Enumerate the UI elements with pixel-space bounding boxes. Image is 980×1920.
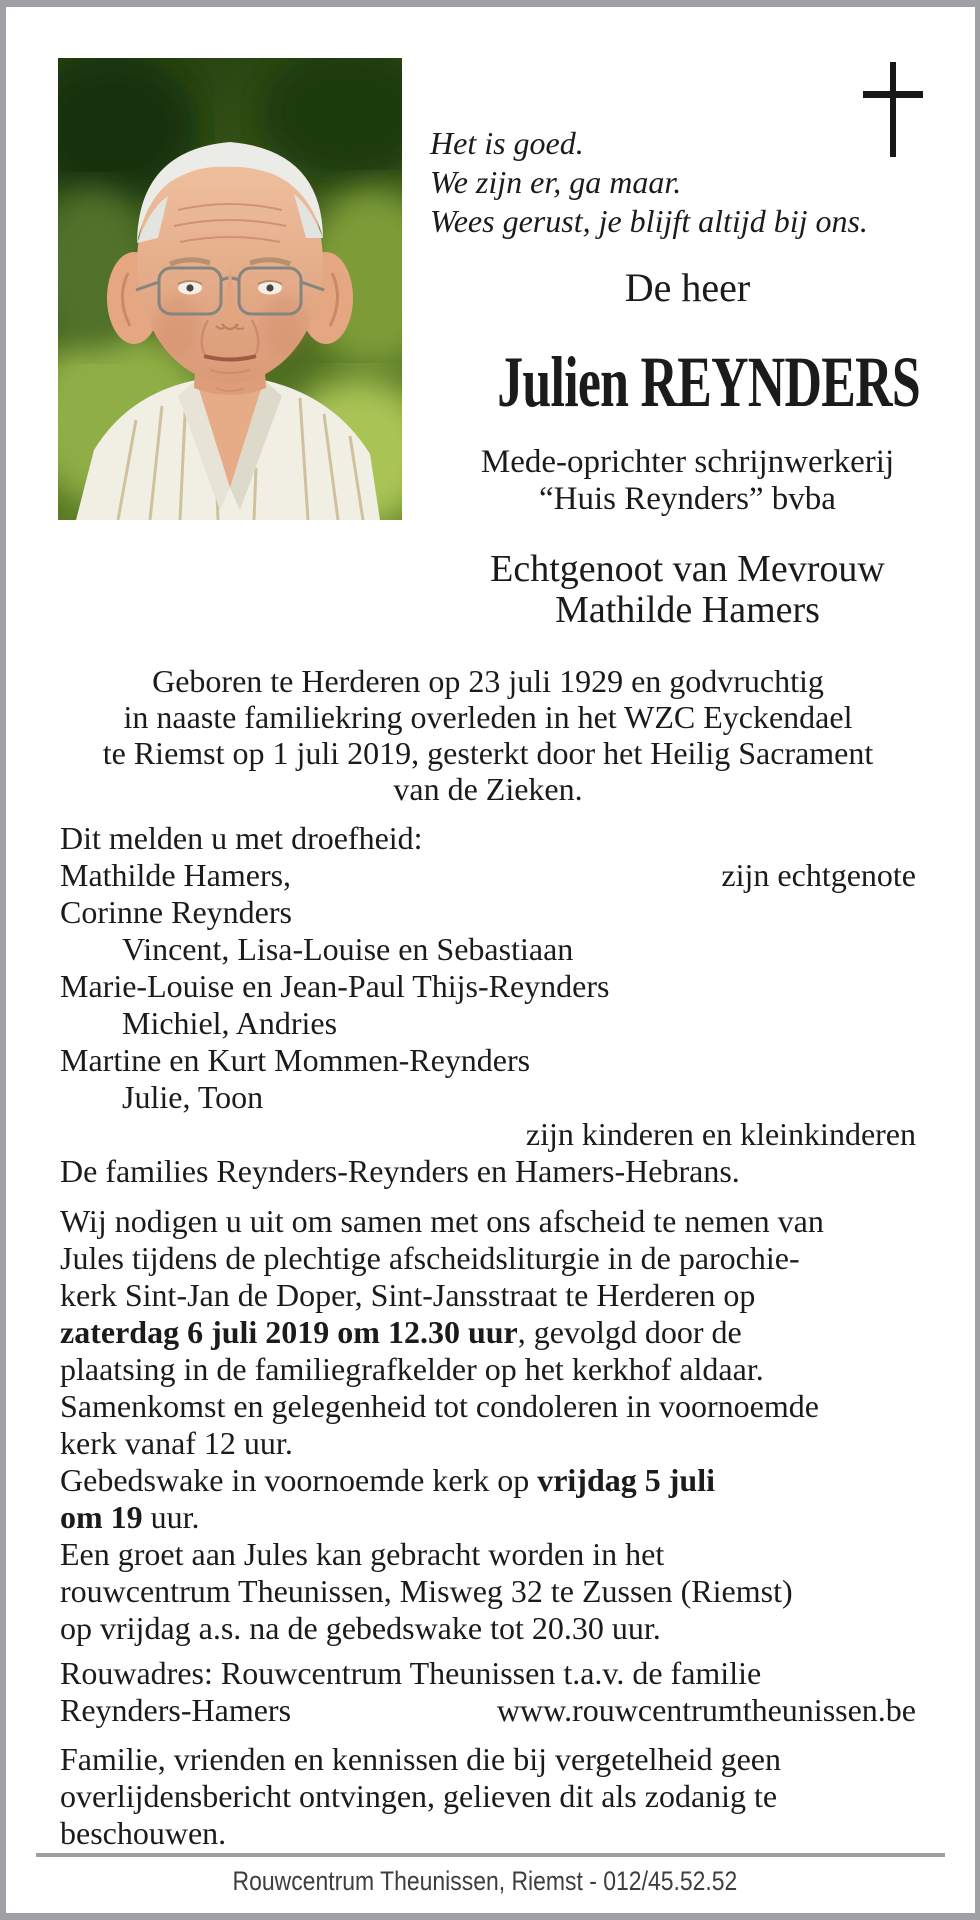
family-announcement — [60, 820, 916, 1190]
family-row — [60, 1153, 916, 1190]
family-member: Corinne Reynders — [60, 894, 292, 930]
quote-line: We zijn er, ga maar. — [430, 164, 682, 200]
vigil-time: om 19 — [60, 1499, 143, 1535]
relation-label: zijn kinderen en kleinkinderen — [525, 1116, 916, 1152]
family-row — [60, 1005, 916, 1042]
family-row — [60, 894, 916, 931]
mourning-address-family: Reynders-Hamers — [60, 1692, 292, 1728]
birth-death-paragraph — [60, 663, 916, 807]
spouse-title: Echtgenoot van Mevrouw — [490, 548, 885, 590]
mourning-address-row — [60, 1692, 916, 1729]
ceremony-line — [60, 1499, 916, 1536]
ceremony-line-text: , gevolgd door de — [517, 1314, 742, 1350]
grandchildren-names: Vincent, Lisa-Louise en Sebastiaan — [122, 931, 574, 967]
vigil-date: vrijdag 5 juli — [537, 1462, 715, 1498]
ceremony-line — [60, 1462, 916, 1499]
spouse-name: Mathilde Hamers — [555, 589, 820, 631]
cross-horizontal-bar — [863, 91, 923, 98]
ceremony-paragraph — [60, 1203, 916, 1647]
family-row — [60, 1042, 916, 1079]
ceremony-line: Samenkomst en gelegenheid tot condoleren in voornoemde — [60, 1388, 819, 1424]
ceremony-line: Een groet aan Jules kan gebracht worden in het — [60, 1536, 665, 1572]
spouse-block — [415, 549, 960, 631]
family-row — [60, 931, 916, 968]
ceremony-line: rouwcentrum Theunissen, Misweg 32 te Zussen (Riemst) — [60, 1573, 793, 1609]
ceremony-line: plaatsing in de familiegrafkelder op het kerkhof aldaar. — [60, 1351, 764, 1387]
footer-divider — [36, 1853, 945, 1857]
mourning-address — [60, 1655, 916, 1729]
family-member: Mathilde Hamers, — [60, 857, 292, 893]
funeral-home-contact: Rouwcentrum Theunissen, Riemst - 012/45.52.52 — [232, 1866, 738, 1896]
funeral-home-footer — [0, 1866, 970, 1897]
opening-quote — [430, 124, 868, 241]
ceremony-line: op vrijdag a.s. na de gebedswake tot 20.30 uur. — [60, 1610, 661, 1646]
family-row — [60, 968, 916, 1005]
deceased-name-text: Julien REYNDERS — [497, 342, 920, 422]
ceremony-line-text: uur. — [142, 1499, 200, 1535]
apology-line: overlijdensbericht ontvingen, gelieven dit als zodanig te — [60, 1778, 778, 1814]
birth-death-line: Geboren te Herderen op 23 juli 1929 en godvruchtig — [152, 663, 824, 699]
birth-death-line: van de Zieken. — [393, 771, 583, 807]
grandchildren-names: Michiel, Andries — [122, 1005, 338, 1041]
ceremony-line: Jules tijdens de plechtige afscheidsliturgie in de parochie- — [60, 1240, 800, 1276]
family-member: Martine en Kurt Mommen-Reynders — [60, 1042, 531, 1078]
apology-line: beschouwen. — [60, 1815, 227, 1851]
family-row — [60, 857, 916, 894]
funeral-datetime: zaterdag 6 juli 2019 om 12.30 uur — [60, 1314, 518, 1350]
website-url: www.rouwcentrumtheunissen.be — [496, 1692, 916, 1728]
latin-cross-icon — [863, 62, 923, 157]
deceased-name — [415, 344, 960, 420]
profession — [415, 444, 960, 518]
cross-vertical-bar — [890, 62, 896, 157]
apology-line: Familie, vrienden en kennissen die bij vergetelheid geen — [60, 1741, 781, 1777]
quote-line: Het is goed. — [430, 125, 584, 161]
profession-line: “Huis Reynders” bvba — [539, 481, 836, 517]
ceremony-line: Wij nodigen u uit om samen met ons afscheid te nemen van — [60, 1203, 824, 1239]
quote-line: Wees gerust, je blijft altijd bij ons. — [430, 203, 868, 239]
grandchildren-names: Julie, Toon — [122, 1079, 264, 1115]
portrait-photo-illustration — [58, 58, 402, 520]
family-row — [60, 1079, 916, 1116]
salutation: De heer — [624, 265, 751, 310]
birth-death-line: te Riemst op 1 juli 2019, gesterkt door het Heilig Sacrament — [102, 735, 874, 771]
profession-line: Mede-oprichter schrijnwerkerij — [480, 444, 895, 480]
families-line: De families Reynders-Reynders en Hamers-Hebrans. — [60, 1153, 740, 1189]
ceremony-line — [60, 1314, 916, 1351]
mourning-address-line: Rouwadres: Rouwcentrum Theunissen t.a.v. de familie — [60, 1655, 762, 1691]
birth-death-line: in naaste familiekring overleden in het WZC Eyckendael — [123, 699, 853, 735]
ceremony-line-text: Gebedswake in voornoemde kerk op — [60, 1462, 538, 1498]
family-row — [60, 1116, 916, 1153]
apology-paragraph — [60, 1741, 916, 1852]
family-member: Marie-Louise en Jean-Paul Thijs-Reynders — [60, 968, 610, 1004]
relation-label: zijn echtgenote — [721, 857, 916, 893]
portrait-photo — [58, 58, 402, 520]
ceremony-line: kerk Sint-Jan de Doper, Sint-Jansstraat te Herderen op — [60, 1277, 756, 1313]
ceremony-line: kerk vanaf 12 uur. — [60, 1425, 293, 1461]
announcement-intro: Dit melden u met droefheid: — [60, 820, 423, 856]
